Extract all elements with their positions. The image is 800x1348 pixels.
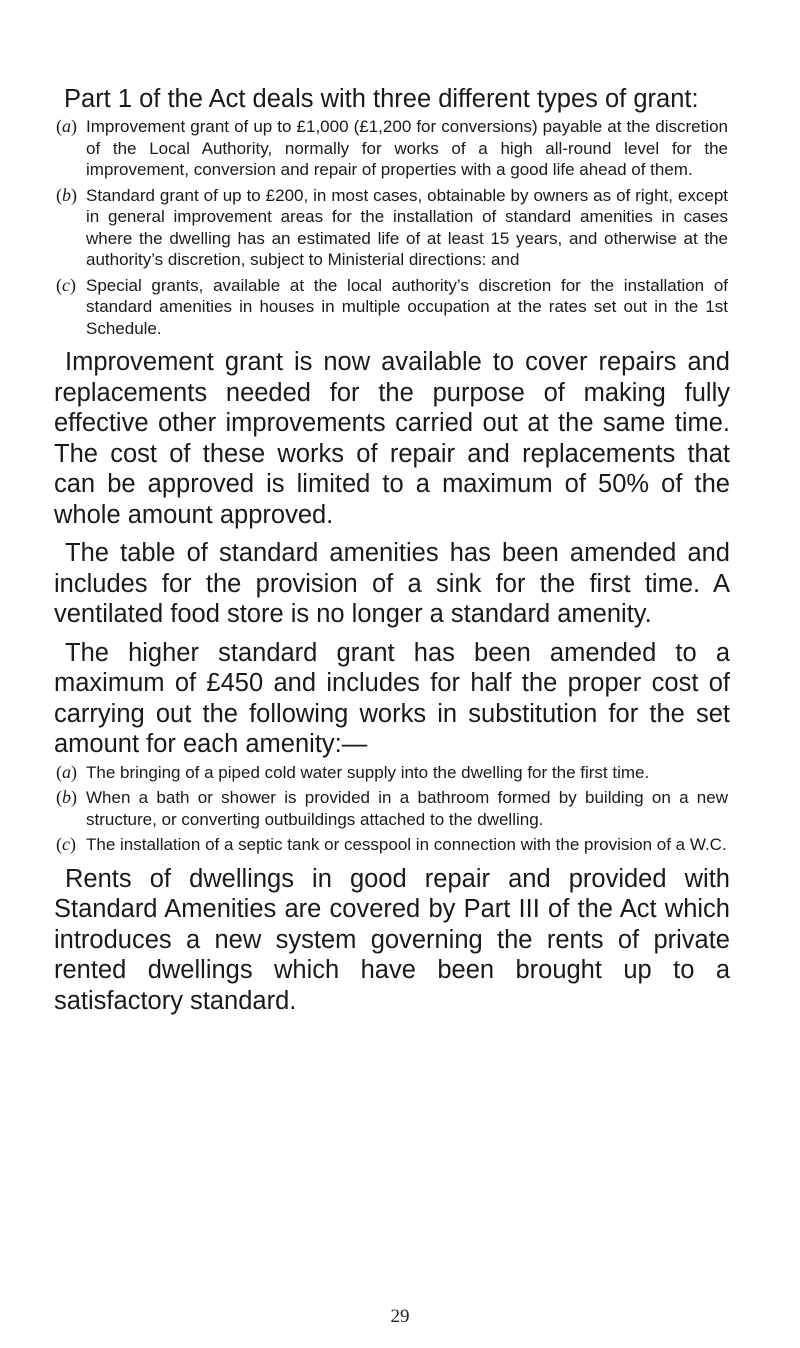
grant-types-list xyxy=(54,116,730,339)
higher-standard-paragraph: The higher standard grant has been amended to a maximum of £450 and includes for half the proper cost of carrying out the following works in substitution for the set amount for each amenity:— xyxy=(54,638,730,758)
item-text: Special grants, available at the local authority’s discretion for the installation of standard amenities in houses in multiple occupation at the rates set out in the 1st Schedule. xyxy=(86,275,728,338)
list-item xyxy=(54,787,730,830)
item-label: (b) xyxy=(56,787,77,807)
rents-paragraph: Rents of dwellings in good repair and provided with Standard Amenities are covered by Part III of the Act which introduces a new system governing the rents of private rented dwellings which have been brought up to a satisfactory standard. xyxy=(54,864,730,1015)
item-text: Standard grant of up to £200, in most cases, obtainable by owners as of right, except in general improvement areas for the installation of standard amenities in cases where the dwelling has an estimated life of at least 15 years, and otherwise at the authority’s discretion, subject to Ministerial directions: and xyxy=(86,185,728,269)
page-number: 29 xyxy=(390,1306,410,1327)
document-page xyxy=(54,84,730,1016)
item-text: Improvement grant of up to £1,000 (£1,200 for conversions) payable at the discretion of the Local Authority, normally for works of a high all-round level for the improvement, conversion and repair of properties with a good life ahead of them. xyxy=(86,117,728,179)
item-text: The installation of a septic tank or cesspool in connection with the provision of a W.C. xyxy=(86,835,727,854)
item-text: When a bath or shower is provided in a bathroom formed by building on a new structure, or converting outbuildings attached to the dwelling. xyxy=(86,788,728,829)
item-label: (c) xyxy=(56,274,76,295)
improvement-paragraph: Improvement grant is now available to cover repairs and replacements needed for the purpose of making fully effective other improvements carried out at the same time. The cost of these works of repair and replacements that can be approved is limited to a maximum of 50% of the whole amount approved. xyxy=(54,348,730,529)
item-label: (b) xyxy=(56,184,77,205)
list-item xyxy=(54,834,730,856)
item-label: (a) xyxy=(56,761,77,782)
item-label: (a) xyxy=(56,116,77,136)
list-item xyxy=(54,275,730,340)
amenities-paragraph: The table of standard amenities has been amended and includes for the provision of a sink for the first time. A ventilated food store is no longer a standard amenity. xyxy=(54,539,730,628)
works-list xyxy=(54,762,730,856)
list-item xyxy=(54,185,730,271)
item-label: (c) xyxy=(56,834,76,854)
list-item xyxy=(54,116,730,181)
item-text: The bringing of a piped cold water supply into the dwelling for the first time. xyxy=(86,762,650,782)
intro-paragraph: Part 1 of the Act deals with three different types of grant: xyxy=(64,85,699,113)
list-item xyxy=(54,762,730,784)
